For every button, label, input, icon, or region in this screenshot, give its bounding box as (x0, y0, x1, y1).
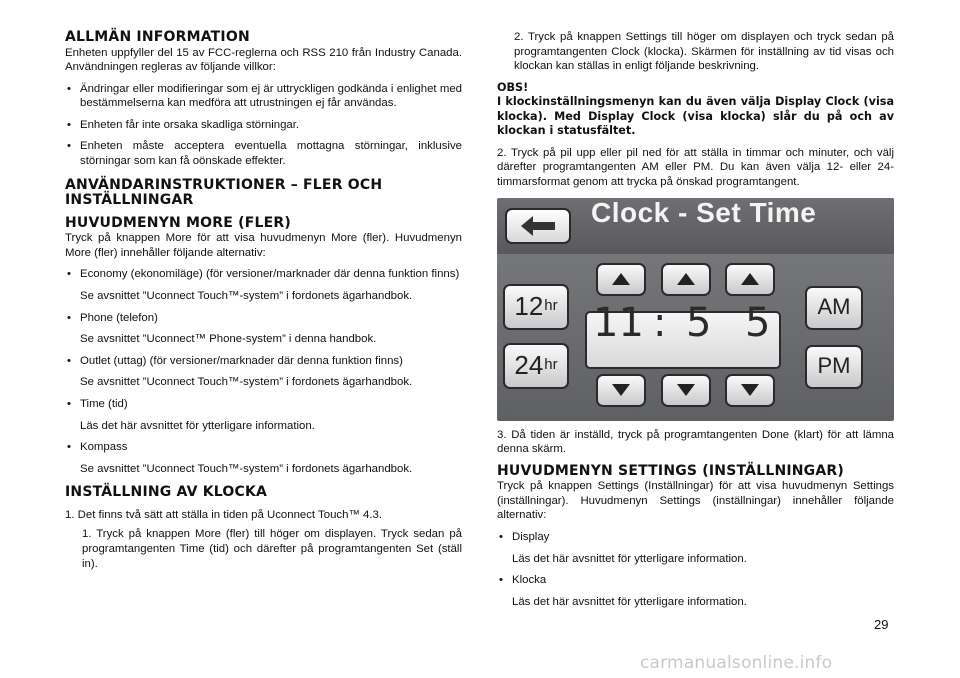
24hr-label: 24 (514, 350, 544, 381)
list-item-ref: Läs det här avsnittet för ytterligare information. (512, 595, 747, 608)
list-item: • Ändringar eller modifieringar som ej är uttryckligen godkända i enlighet med bestämmelserna kan medföra att utrustningen ej får användas. (65, 82, 462, 111)
list-item: • Time (tid) (65, 397, 462, 412)
pm-button[interactable]: PM (805, 345, 863, 389)
up-arrow-icon (676, 272, 696, 286)
hour-tens-up-button[interactable] (596, 263, 646, 296)
minute-tens-up-button[interactable] (661, 263, 711, 296)
heading-general-info: ALLMÄN INFORMATION (65, 29, 250, 45)
hr-unit: hr (544, 356, 558, 374)
general-list (65, 82, 462, 169)
list-item: • Enheten får inte orsaka skadliga störningar. (65, 118, 462, 133)
general-intro: Enheten uppfyller del 15 av FCC-reglerna och RSS 210 från Industry Canada. Användningen regleras av följande villkor: (65, 46, 462, 74)
note-title: OBS! (497, 80, 529, 94)
list-item: • Klocka (497, 573, 894, 588)
right-column (497, 30, 894, 609)
am-button[interactable]: AM (805, 286, 863, 330)
12hr-label: 12 (514, 291, 544, 322)
hour-tens-down-button[interactable] (596, 374, 646, 407)
down-arrow-icon (611, 383, 631, 397)
instruction-2: 2. Tryck på pil upp eller pil ned för att ställa in timmar och minuter, och välj därefter programtangenten AM eller PM. Du kan även välja 12- eller 24-timmarsformat genom att trycka på önskad programtangent. (497, 146, 894, 188)
settings-list-2 (497, 573, 894, 588)
left-column (65, 30, 462, 571)
hour-value: 11 (593, 299, 644, 346)
list-item: • Phone (telefon) (65, 311, 462, 326)
more-list (65, 267, 462, 282)
list-item: • Kompass (65, 440, 462, 455)
up-arrow-icon (740, 272, 760, 286)
list-item: • Enheten måste acceptera eventuella mottagna störningar, inklusive störningar som kan få oönskade effekter. (65, 139, 462, 168)
hr-unit: hr (544, 297, 558, 315)
note-text: I klockinställningsmenyn kan du även välja Display Clock (visa klocka). Med Display Clock (visa klocka) slår du på och av klockan i statusfältet. (497, 95, 894, 138)
down-arrow-icon (676, 383, 696, 397)
heading-more-menu: HUVUDMENYN MORE (FLER) (65, 214, 291, 231)
minute-tens-value: 5 (686, 299, 712, 346)
back-arrow-icon (519, 214, 557, 238)
down-arrow-icon (740, 383, 760, 397)
minute-ones-value: 5 (745, 299, 771, 346)
minute-ones-up-button[interactable] (725, 263, 775, 296)
list-item: • Outlet (uttag) (för versioner/marknader där denna funktion finns) (65, 354, 462, 369)
heading-clock-setting: INSTÄLLNING AV KLOCKA (65, 484, 268, 501)
clock-set-time-screenshot (497, 198, 894, 421)
more-list-5 (65, 440, 462, 455)
back-button[interactable] (505, 208, 571, 244)
list-item-ref: Se avsnittet ”Uconnect™ Phone-system” i denna handbok. (80, 333, 377, 346)
minute-ones-down-button[interactable] (725, 374, 775, 407)
settings-intro: Tryck på knappen Settings (Inställningar) för att visa huvudmenyn Settings (inställningar). Huvudmenyn Settings (inställningar) innehåller följande alternativ: (497, 480, 894, 522)
more-list-3 (65, 354, 462, 369)
list-item-ref: Se avsnittet ”Uconnect Touch™-system” i fordonets ägarhandbok. (80, 462, 413, 475)
heading-settings-menu: HUVUDMENYN SETTINGS (INSTÄLLNINGAR) (497, 462, 844, 479)
more-list-4 (65, 397, 462, 412)
watermark: carmanualsonline.info (640, 653, 833, 673)
clock-item-1: 1. Det finns två sätt att ställa in tiden på Uconnect Touch™ 4.3. (65, 508, 383, 521)
list-item-ref: Se avsnittet ”Uconnect Touch™-system” i fordonets ägarhandbok. (80, 289, 413, 302)
12hr-format-button[interactable] (503, 284, 569, 330)
list-item: • Economy (ekonomiläge) (för versioner/marknader där denna funktion finns) (65, 267, 462, 282)
screen-title: Clock - Set Time (591, 197, 817, 228)
more-intro: Tryck på knappen More för att visa huvudmenyn More (fler). Huvudmenyn More (fler) innehåller följande alternativ: (65, 232, 462, 259)
clock-step-2: 2. Tryck på knappen Settings till höger om displayen och tryck sedan på programtangenten Clock (klocka). Skärmen för inställning av tid visas och klockan kan ställas in enligt följande beskrivning. (514, 31, 894, 73)
list-item: • Display (497, 530, 894, 545)
24hr-format-button[interactable] (503, 343, 569, 389)
page-number: 29 (874, 617, 889, 632)
more-list-2 (65, 311, 462, 326)
clock-step-1: 1. Tryck på knappen More (fler) till höger om displayen. Tryck sedan på programtangenten Time (tid) och därefter på programtangenten Set (ställ in). (82, 528, 462, 570)
time-display (585, 299, 781, 369)
list-item-ref: Läs det här avsnittet för ytterligare information. (512, 552, 747, 565)
settings-list (497, 530, 894, 545)
heading-user-instructions: ANVÄNDARINSTRUKTIONER – FLER OCH INSTÄLLNINGAR (65, 176, 383, 209)
list-item-ref: Läs det här avsnittet för ytterligare information. (80, 419, 315, 432)
time-separator: : (653, 299, 667, 346)
list-item-ref: Se avsnittet ”Uconnect Touch™-system” i fordonets ägarhandbok. (80, 376, 413, 389)
up-arrow-icon (611, 272, 631, 286)
minute-tens-down-button[interactable] (661, 374, 711, 407)
instruction-3: 3. Då tiden är inställd, tryck på programtangenten Done (klart) för att lämna denna skärm. (497, 428, 894, 456)
